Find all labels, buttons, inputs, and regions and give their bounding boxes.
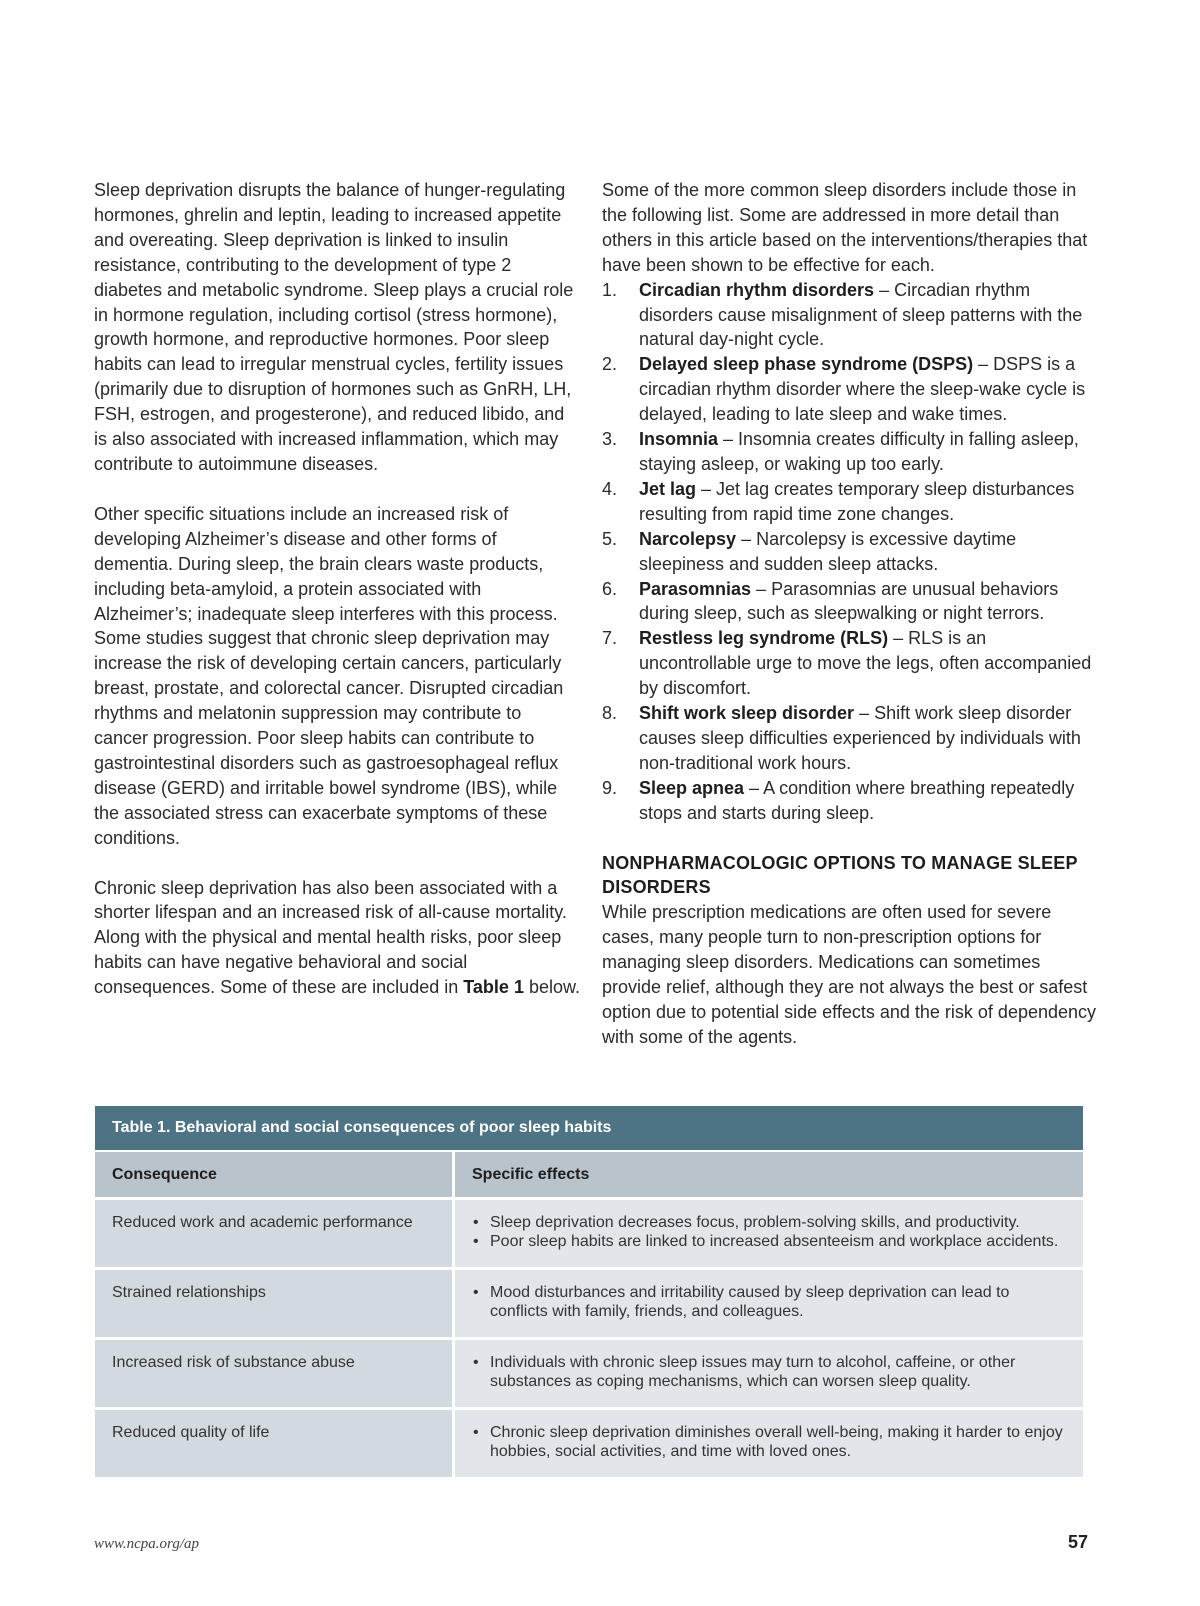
item-number: 7. bbox=[602, 628, 618, 649]
right-column bbox=[602, 178, 1098, 1050]
disorder-description: – Insomnia creates difficulty in falling asleep, staying asleep, or waking up too early. bbox=[639, 429, 1079, 474]
disorder-term: Insomnia bbox=[639, 429, 719, 450]
body-paragraph bbox=[94, 876, 580, 1001]
paragraph-text: Chronic sleep deprivation has also been associated with a shorter lifespan and an increased risk of all-cause mortality. Along with the physical and mental health risks, poor sleep habits can have negative behavioral and social consequences. Some of these are included in bbox=[94, 877, 567, 998]
item-number: 2. bbox=[602, 354, 618, 375]
disorder-description: – Shift work sleep disorder causes sleep difficulties experienced by individuals with non-traditional work hours. bbox=[639, 703, 1081, 773]
effects-cell bbox=[455, 1270, 1083, 1337]
disorder-description: – RLS is an uncontrollable urge to move the legs, often accompanied by discomfort. bbox=[639, 628, 1092, 699]
disorder-list bbox=[602, 278, 1098, 826]
consequence-cell: Increased risk of substance abuse bbox=[95, 1340, 455, 1407]
left-column bbox=[94, 178, 580, 1025]
paragraph-suffix: below. bbox=[523, 977, 581, 998]
item-number: 1. bbox=[602, 279, 618, 300]
table-row bbox=[95, 1340, 1083, 1407]
disorder-item bbox=[602, 776, 1098, 826]
effects-cell bbox=[455, 1410, 1083, 1477]
disorder-term: Restless leg syndrome (RLS) bbox=[639, 628, 889, 649]
disorder-description: – Jet lag creates temporary sleep disturbances resulting from rapid time zone changes. bbox=[639, 478, 1075, 524]
disorder-item bbox=[602, 427, 1098, 477]
effects-cell bbox=[455, 1340, 1083, 1407]
consequence-cell: Reduced work and academic performance bbox=[95, 1200, 455, 1267]
column-header-effects: Specific effects bbox=[455, 1152, 1083, 1197]
table-title: Table 1. Behavioral and social consequences of poor sleep habits bbox=[95, 1106, 1083, 1150]
disorder-item bbox=[602, 352, 1098, 427]
table-header-row bbox=[95, 1152, 1083, 1197]
disorder-term: Shift work sleep disorder bbox=[639, 703, 855, 724]
table-row bbox=[95, 1200, 1083, 1267]
table-reference: Table 1 bbox=[463, 977, 524, 998]
footer-url: www.ncpa.org/ap bbox=[94, 1536, 200, 1552]
disorder-description: – A condition where breathing repeatedly stops and starts during sleep. bbox=[639, 777, 1075, 823]
intro-paragraph: Some of the more common sleep disorders include those in the following list. Some are addressed in more detail than others in this article based on the interventions/therapies that have been shown to be effective for each. bbox=[602, 180, 1088, 275]
disorder-description: – Circadian rhythm disorders cause misalignment of sleep patterns with the natural day-night cycle. bbox=[639, 279, 1083, 350]
consequence-cell: Reduced quality of life bbox=[95, 1410, 455, 1477]
disorder-term: Sleep apnea bbox=[639, 777, 745, 798]
consequence-cell: Strained relationships bbox=[95, 1270, 455, 1337]
item-number: 6. bbox=[602, 578, 618, 599]
table-row bbox=[95, 1270, 1083, 1337]
disorder-item bbox=[602, 701, 1098, 776]
body-paragraph: Other specific situations include an increased risk of developing Alzheimer’s disease and other forms of dementia. During sleep, the brain clears waste products, including beta-amyloid, a protein associated with Alzheimer’s; inadequate sleep interferes with this process. Some studies suggest that chronic sleep deprivation may increase the risk of developing certain cancers, particularly breast, prostate, and colorectal cancer. Disrupted circadian rhythms and melatonin suppression may contribute to cancer progression. Poor sleep habits can contribute to gastrointestinal disorders such as gastroesophageal reflux disease (GERD) and irritable bowel syndrome (IBS), while the associated stress can exacerbate symptoms of these conditions. bbox=[94, 503, 564, 848]
effect-item: • Chronic sleep deprivation diminishes overall well-being, making it harder to enjoy hobbies, social activities, and time with loved ones. bbox=[472, 1423, 1066, 1462]
effect-item: • Sleep deprivation decreases focus, problem-solving skills, and productivity. bbox=[472, 1213, 1066, 1233]
section-paragraph: While prescription medications are often used for severe cases, many people turn to non-prescription options for managing sleep disorders. Medications can sometimes provide relief, although they are not always the best or safest option due to potential side effects and the risk of dependency with some of the agents. bbox=[602, 902, 1097, 1047]
item-number: 3. bbox=[602, 429, 618, 450]
effects-list bbox=[472, 1423, 1066, 1462]
table bbox=[95, 1149, 1083, 1480]
disorder-term: Circadian rhythm disorders bbox=[639, 279, 875, 300]
disorder-item bbox=[602, 527, 1098, 577]
disorder-term: Narcolepsy bbox=[639, 528, 737, 549]
effect-item: • Poor sleep habits are linked to increased absenteeism and workplace accidents. bbox=[472, 1232, 1066, 1252]
body-paragraph: Sleep deprivation disrupts the balance of hunger-regulating hormones, ghrelin and leptin, leading to increased appetite and overeating. Sleep deprivation is linked to insulin resistance, contributing to the development of type 2 diabetes and metabolic syndrome. Sleep plays a crucial role in hormone regulation, including cortisol (stress hormone), growth hormone, and reproductive hormones. Poor sleep habits can lead to irregular menstrual cycles, fertility issues (primarily due to disruption of hormones such as GnRH, LH, FSH, estrogen, and progesterone), and reduced libido, and is also associated with increased inflammation, which may contribute to autoimmune diseases. bbox=[94, 180, 574, 474]
disorder-item bbox=[602, 626, 1098, 701]
disorder-term: Jet lag bbox=[639, 478, 697, 499]
effects-list bbox=[472, 1353, 1066, 1392]
disorder-description: – Narcolepsy is excessive daytime sleepiness and sudden sleep attacks. bbox=[639, 528, 1017, 574]
table-body bbox=[95, 1200, 1083, 1477]
disorder-item bbox=[602, 477, 1098, 527]
effect-item: • Individuals with chronic sleep issues may turn to alcohol, caffeine, or other substances as coping mechanisms, which can worsen sleep quality. bbox=[472, 1353, 1066, 1392]
consequences-table bbox=[95, 1106, 1083, 1480]
section-heading: NONPHARMACOLOGIC OPTIONS TO MANAGE SLEEP DISORDERS bbox=[602, 852, 1078, 898]
item-number: 5. bbox=[602, 528, 618, 549]
disorder-description: – Parasomnias are unusual behaviors during sleep, such as sleepwalking or night terrors. bbox=[639, 578, 1059, 624]
effect-item: • Mood disturbances and irritability caused by sleep deprivation can lead to conflicts with family, friends, and colleagues. bbox=[472, 1283, 1066, 1322]
page-number: 57 bbox=[1067, 1532, 1088, 1552]
item-number: 8. bbox=[602, 703, 618, 724]
table-row bbox=[95, 1410, 1083, 1477]
effects-list bbox=[472, 1213, 1066, 1252]
effects-cell bbox=[455, 1200, 1083, 1267]
item-number: 9. bbox=[602, 777, 618, 798]
item-number: 4. bbox=[602, 478, 618, 499]
disorder-item bbox=[602, 577, 1098, 627]
disorder-term: Delayed sleep phase syndrome (DSPS) bbox=[639, 354, 974, 375]
disorder-description: – DSPS is a circadian rhythm disorder where the sleep-wake cycle is delayed, leading to late sleep and wake times. bbox=[639, 354, 1086, 425]
effects-list bbox=[472, 1283, 1066, 1322]
disorder-term: Parasomnias bbox=[639, 578, 752, 599]
column-header-consequence: Consequence bbox=[95, 1152, 455, 1197]
disorder-item bbox=[602, 278, 1098, 353]
